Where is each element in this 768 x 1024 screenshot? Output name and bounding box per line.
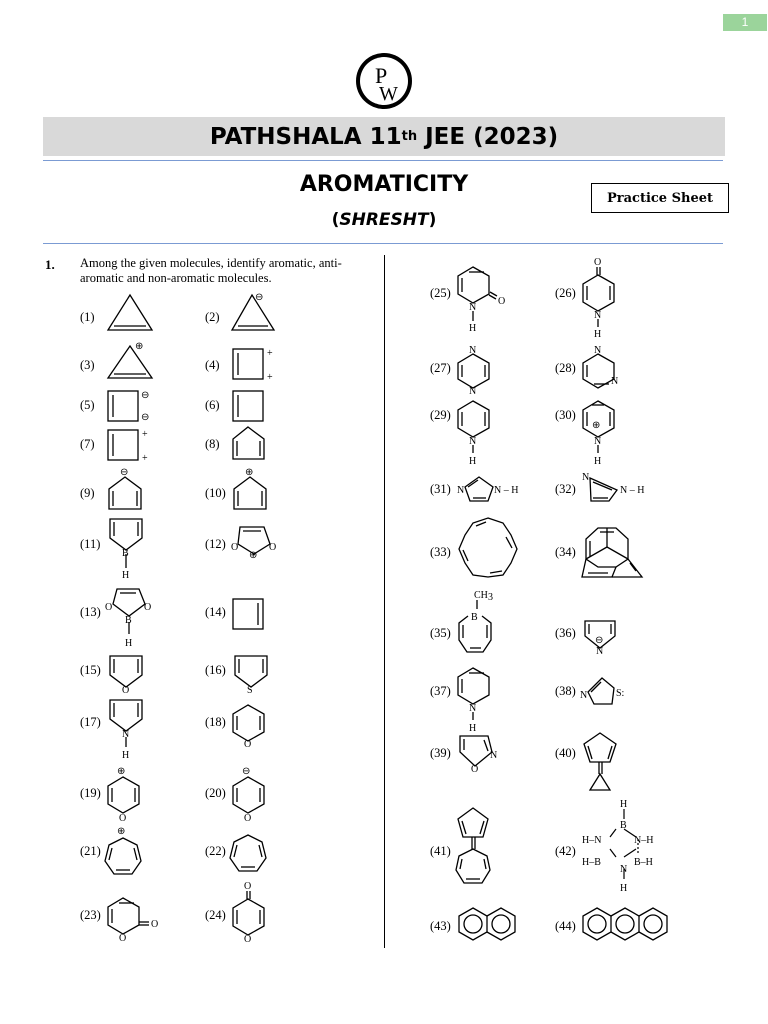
label-1: (1) (80, 310, 95, 324)
structure-11 (105, 516, 149, 582)
svg-text:O: O (151, 919, 159, 930)
svg-text:B–H: B–H (634, 857, 653, 868)
structure-25 (455, 264, 511, 334)
svg-text:H: H (125, 638, 133, 649)
structure-3 (105, 338, 161, 382)
structure-2 (230, 290, 280, 334)
header-rule (43, 160, 723, 161)
svg-text:N: N (594, 345, 602, 356)
structure-42 (580, 797, 670, 905)
svg-text:H: H (469, 323, 477, 334)
svg-text:+: + (267, 348, 273, 359)
svg-text:N: N (620, 864, 628, 875)
structure-20 (230, 764, 274, 826)
svg-text:O: O (119, 813, 127, 824)
structure-16 (230, 653, 274, 697)
label-16: (16) (205, 663, 226, 677)
structure-10 (230, 465, 274, 513)
structure-33 (455, 515, 521, 581)
svg-text:N: N (457, 485, 465, 496)
svg-text:H–B: H–B (582, 857, 601, 868)
structure-38 (580, 672, 640, 712)
label-14: (14) (205, 605, 226, 619)
svg-text:⊕: ⊕ (592, 420, 601, 431)
svg-text:O: O (119, 933, 127, 944)
structure-29 (455, 398, 499, 468)
svg-text:O: O (105, 602, 113, 613)
structure-5 (105, 388, 155, 428)
label-8: (8) (205, 437, 220, 451)
structure-6 (230, 388, 270, 428)
svg-text:B: B (125, 615, 132, 626)
svg-text:N–H: N–H (634, 835, 654, 846)
label-12: (12) (205, 537, 226, 551)
structure-22 (230, 832, 274, 880)
svg-text:CH: CH (474, 590, 488, 601)
svg-text:O: O (244, 934, 252, 945)
structure-9 (105, 465, 149, 513)
label-23: (23) (80, 908, 101, 922)
svg-text:O: O (244, 739, 252, 750)
label-43: (43) (430, 919, 451, 933)
label-20: (20) (205, 786, 226, 800)
label-40: (40) (555, 746, 576, 760)
svg-text:H: H (122, 570, 130, 581)
label-37: (37) (430, 684, 451, 698)
label-18: (18) (205, 715, 226, 729)
svg-text:N: N (490, 750, 498, 761)
label-5: (5) (80, 398, 95, 412)
svg-text:B: B (620, 820, 627, 831)
svg-text:O: O (269, 542, 277, 553)
label-29: (29) (430, 408, 451, 422)
svg-text:⊖: ⊖ (242, 766, 251, 777)
structure-8 (230, 424, 270, 464)
svg-text:⊕: ⊕ (135, 341, 144, 352)
structure-34 (578, 525, 648, 583)
svg-text:O: O (231, 542, 239, 553)
section-rule (43, 243, 723, 244)
svg-text:N: N (582, 472, 590, 483)
structure-14 (230, 596, 270, 636)
svg-text:H: H (469, 456, 477, 467)
svg-text:H: H (469, 723, 477, 734)
svg-text:+: + (142, 429, 148, 440)
svg-text:N: N (469, 386, 477, 397)
label-3: (3) (80, 358, 95, 372)
label-19: (19) (80, 786, 101, 800)
structure-32 (582, 470, 652, 506)
label-25: (25) (430, 286, 451, 300)
svg-text:O: O (244, 813, 252, 824)
label-41: (41) (430, 844, 451, 858)
question-text: Among the given molecules, identify aromatic, anti-aromatic and non-aromatic molecules. (80, 256, 342, 285)
svg-text:B: B (122, 548, 129, 559)
label-39: (39) (430, 746, 451, 760)
svg-text:P: P (375, 63, 388, 88)
svg-text:H: H (620, 799, 628, 810)
svg-text:O: O (144, 602, 152, 613)
structure-19 (105, 764, 149, 826)
label-42: (42) (555, 844, 576, 858)
svg-text:H: H (594, 329, 602, 340)
label-31: (31) (430, 482, 451, 496)
svg-text:⊕: ⊕ (117, 766, 126, 777)
title-suffix: JEE (2023) (417, 123, 559, 150)
structure-12 (230, 522, 278, 562)
structure-4 (230, 346, 280, 386)
svg-text:⊕: ⊕ (249, 550, 258, 561)
label-30: (30) (555, 408, 576, 422)
svg-text:O: O (471, 764, 479, 775)
label-21: (21) (80, 844, 101, 858)
structure-35 (455, 588, 505, 658)
practice-sheet-badge: Practice Sheet (591, 183, 729, 213)
label-34: (34) (555, 545, 576, 559)
structure-31 (457, 471, 527, 507)
svg-text:W: W (379, 83, 398, 105)
label-9: (9) (80, 486, 95, 500)
svg-text:N: N (611, 376, 619, 387)
structure-21 (105, 824, 149, 884)
structure-17 (105, 697, 149, 763)
structure-26 (580, 255, 624, 341)
svg-text:N: N (469, 345, 477, 356)
structure-28 (580, 343, 630, 395)
svg-text:O: O (122, 685, 130, 696)
svg-text:⊕: ⊕ (117, 826, 126, 837)
svg-text:3: 3 (488, 592, 493, 603)
structure-1 (105, 292, 155, 334)
svg-text:N – H: N – H (494, 485, 519, 496)
structure-24 (230, 878, 274, 944)
label-13: (13) (80, 605, 101, 619)
subtopic-title: (SHRESHT) (331, 210, 437, 230)
label-6: (6) (205, 398, 220, 412)
label-38: (38) (555, 684, 576, 698)
structure-18 (230, 702, 274, 752)
label-2: (2) (205, 310, 220, 324)
title-prefix: PATHSHALA 11 (209, 123, 402, 150)
label-17: (17) (80, 715, 101, 729)
topic-title: AROMATICITY (299, 172, 469, 197)
label-10: (10) (205, 486, 226, 500)
svg-text:N: N (469, 436, 477, 447)
label-15: (15) (80, 663, 101, 677)
structure-15 (105, 653, 149, 697)
svg-text:N: N (596, 646, 604, 657)
label-32: (32) (555, 482, 576, 496)
label-33: (33) (430, 545, 451, 559)
label-26: (26) (555, 286, 576, 300)
svg-text:B: B (471, 612, 478, 623)
svg-text:S:: S: (616, 688, 625, 699)
label-36: (36) (555, 626, 576, 640)
structure-23 (105, 895, 165, 945)
label-28: (28) (555, 361, 576, 375)
label-7: (7) (80, 437, 95, 451)
svg-text:H: H (594, 456, 602, 467)
page-number: 1 (723, 14, 767, 31)
structure-30 (580, 398, 624, 468)
title-superscript: th (401, 129, 418, 144)
svg-text:N: N (122, 729, 130, 740)
structure-36 (580, 618, 624, 658)
svg-text:O: O (594, 257, 602, 268)
structure-13 (105, 586, 153, 652)
structure-39 (455, 732, 505, 776)
structure-37 (455, 665, 499, 737)
question-number: 1. (45, 257, 55, 272)
structure-40 (580, 730, 624, 800)
svg-text:⊖: ⊖ (141, 412, 150, 423)
label-22: (22) (205, 844, 226, 858)
svg-text:N: N (580, 690, 588, 701)
label-24: (24) (205, 908, 226, 922)
svg-text:⊖: ⊖ (255, 292, 264, 303)
svg-text:⊕: ⊕ (245, 467, 254, 478)
svg-text:H–N: H–N (582, 835, 602, 846)
label-4: (4) (205, 358, 220, 372)
structure-27 (455, 343, 499, 395)
svg-text:N – H: N – H (620, 485, 645, 496)
svg-text:+: + (267, 372, 273, 383)
structure-41 (455, 805, 499, 891)
pw-logo (355, 52, 413, 115)
svg-text:H: H (620, 883, 628, 894)
svg-text:⊖: ⊖ (141, 390, 150, 401)
svg-text:N: N (469, 302, 477, 313)
column-divider (384, 255, 385, 948)
svg-text:N: N (469, 703, 477, 714)
svg-text:S: S (247, 685, 253, 696)
label-11: (11) (80, 537, 101, 551)
structure-7 (105, 427, 155, 467)
label-27: (27) (430, 361, 451, 375)
svg-text:⊖: ⊖ (595, 635, 604, 646)
header-title (43, 117, 725, 156)
svg-text:N: N (594, 436, 602, 447)
svg-text:H: H (122, 750, 130, 761)
svg-text:O: O (498, 296, 506, 307)
label-44: (44) (555, 919, 576, 933)
svg-text:O: O (244, 881, 252, 892)
svg-text:N: N (594, 310, 602, 321)
svg-text:⊖: ⊖ (120, 467, 129, 478)
structure-43 (456, 905, 522, 947)
label-35: (35) (430, 626, 451, 640)
svg-text:+: + (142, 453, 148, 464)
structure-44 (580, 905, 676, 947)
